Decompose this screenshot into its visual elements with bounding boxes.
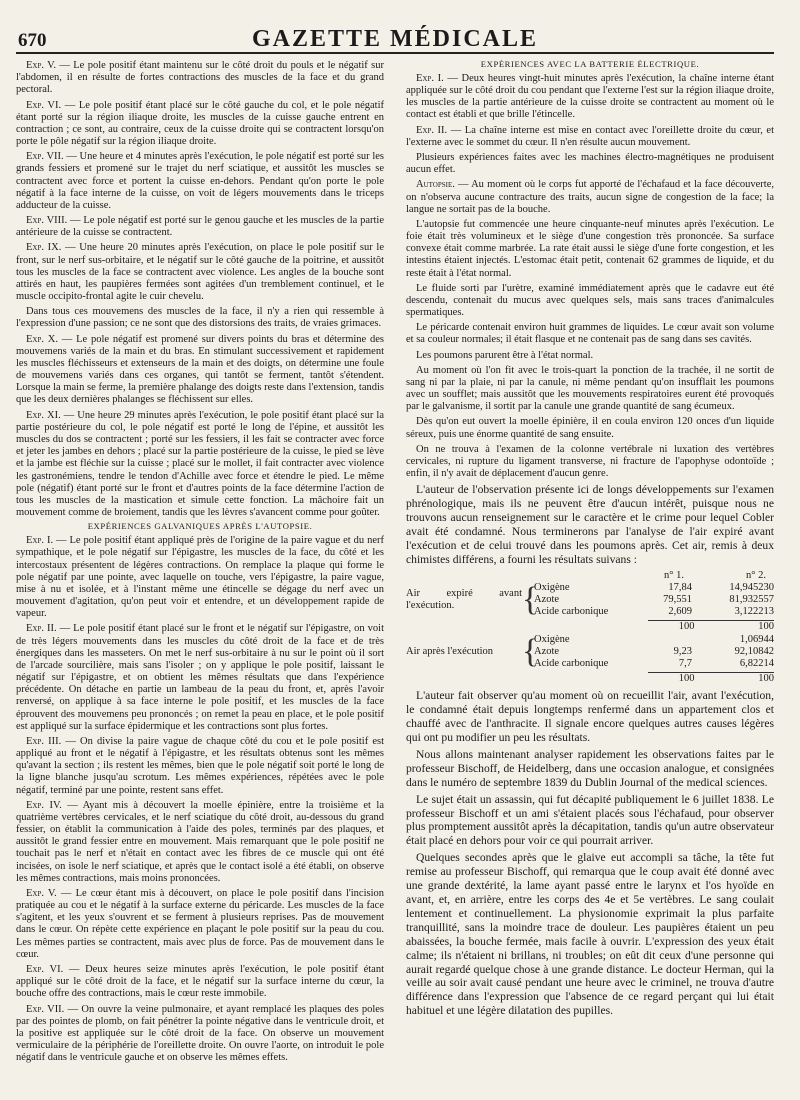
paragraph-text: — Le pole négatif est porté sur le genou gauche et les muscles de la partie antérieure de la cuisse se contractent. <box>16 215 384 239</box>
paragraph <box>16 1004 384 1065</box>
value-n1: 17,84 <box>668 581 692 593</box>
paragraph <box>16 535 384 620</box>
value-n1: 79,551 <box>663 594 692 606</box>
paragraph <box>16 334 384 407</box>
paragraph <box>16 410 384 520</box>
paragraph <box>406 179 774 216</box>
paragraph <box>406 219 774 280</box>
table-total-row <box>406 672 774 685</box>
paragraph-text: — Une heure 29 minutes après l'exécution, le pole positif étant placé sur la partie postérieure du col, le pole négatif est porté le long de l'épine, et aussitôt les muscles du dos se contractent ; porté sur les fessiers, il les fait se contracter avec force et jeter les jambes en dehors ; placé sur la partie postérieure de la cuisse, le pied se lève et la jambe est fléchie sur la cuisse ; placé sur le mollet, il fait contracter avec violence les gastronémiens, tendre le tendon d'Achille avec force et étendre le pied. Le même pole (négatif) étant porté sur le front et d'autres points de la face détermine l'action de tous les muscles de la mastication et simule cette fonction. La mâchoire fait un mouvement comme de broiement, tandis que les lèvres s'avancent comme pour goûter. <box>16 409 384 519</box>
experiment-label: Exp. III. <box>26 735 62 747</box>
gas-name: Azote <box>534 594 560 606</box>
paragraph-text: — Le pole positif étant maintenu sur le côté droit du pouls et le négatif sur l'abdomen, il en résulte de fortes contractions des muscles de la face et du grand pectoral. <box>16 60 384 96</box>
paragraph-text: — La chaîne interne est mise en contact avec l'oreillette droite du cœur, et l'externe avec le sommet du cœur. Il n'en résulte aucun mouvement. <box>406 124 774 148</box>
bischoff-block <box>406 689 774 1018</box>
page-header <box>16 16 774 54</box>
brace-glyph: { <box>522 632 539 670</box>
paragraph <box>406 365 774 414</box>
table-row <box>534 606 774 618</box>
paragraph <box>16 242 384 303</box>
paragraph-text: Dans tous ces mouvemens des muscles de la face, il n'y a rien qui ressemble à l'expression d'une passion; ce ne sont que des distorsions des traits, de vraies grimaces. <box>16 306 384 330</box>
experiment-label: Exp. VI. <box>26 99 62 111</box>
paragraph-text: Le péricarde contenait environ huit grammes de liquides. Le cœur avait son volume et sa couleur normales; il était flasque et ne contenait pas de sang dans ses cavités. <box>406 322 774 346</box>
experiment-label: Exp. II. <box>26 623 57 635</box>
paragraph <box>16 888 384 961</box>
commentary-block <box>406 483 774 566</box>
experiment-label: Exp. II. <box>416 124 448 136</box>
experiment-label: Autopsie. <box>416 179 455 191</box>
paragraph: Quelques secondes après que le glaive eut accompli sa tâche, la tête fut remise au professeur Bischoff, qui remarqua que le coup avait été donné avec une grande dextérité, la lame ayant passé entre le larynx et l'os hyoïde en avant, et, en arrière, entre les corps des 4e et 5e vertèbres. Le sang coulait lentement et continuellement. La physionomie exprimait la plus parfaite tranquillité, sans la moindre trace de douleur. Les paupières étaient un peu abaissées, la bouche fermée, mais facile à ouvrir. L'expression des yeux était calme; ils n'étaient ni brillans, ni troubles; on eût dit ceux d'une personne qui aurait regardé quelque chose à une grande distance. Le docteur Herman, qui la veille au soir avait causé pendant une heure avec le criminel, ne trouva d'autre différence dans l'expression que l'absence de ce regard perçant qui lui était habituel et une légère dilatation des pupilles. <box>406 851 774 1018</box>
table-column-header: n° 2. <box>746 569 766 581</box>
gas-name: Azote <box>534 645 560 657</box>
total-n2: 100 <box>695 620 774 633</box>
experiment-label: Exp. VIII. <box>26 215 68 227</box>
gas-name: Oxigène <box>534 581 570 593</box>
gas-name: Acide carbonique <box>534 657 609 669</box>
paragraph: L'auteur de l'observation présente ici de longs développements sur l'examen phrénologique, mais ils ne peuvent être d'aucun intérêt, puisque nous ne trouvons aucun renseignement sur le caractère et le crime pour lequel Cobler avait été condamné. Nous terminerons par l'analyse de l'air expiré avant l'exécution et de celui trouvé dans les poumons après. Cet air, remis à deux chimistes différens, a fourni les résultats suivans : <box>406 483 774 566</box>
value-n2: 1,06944 <box>739 633 774 645</box>
page-number: 670 <box>18 30 47 51</box>
brace-glyph: { <box>522 580 539 618</box>
table-rows <box>534 634 774 671</box>
left-column <box>16 60 384 1100</box>
experiment-label: Exp. I. <box>26 535 54 547</box>
journal-title: GAZETTE MÉDICALE <box>251 26 539 52</box>
paragraph-text: — Le pole positif étant placé sur le côté gauche du col, et le pole négatif étant porté sur la région iliaque droite, les muscles de la cuisse gauche entrent en contraction ; ce sont, au contraire, ceux de la cuisse droite qui se contractent lorsqu'on porte le pôle négatif sur la région iliaque droite. <box>16 99 384 148</box>
paragraph <box>406 125 774 149</box>
paragraph <box>406 152 774 176</box>
paragraph-text: — Au moment où le corps fut apporté de l'échafaud et la face découverte, on n'observa aucune contracture des traits, aucun signe de congestion de la face; la langue ne sortait pas de la bouche. <box>406 179 774 215</box>
paragraph-text: Les poumons parurent être à l'état normal. <box>416 349 594 361</box>
paragraph <box>16 215 384 239</box>
paragraph: L'auteur fait observer qu'au moment où on recueillit l'air, avant l'exécution, le condamné était depuis longtemps renfermé dans un appartement clos et chauffé avec de l'anthracite. Il signale encore quelques autres causes légères qui ont pu modifier un peu les résultats. <box>406 689 774 744</box>
table-group <box>406 634 774 671</box>
paragraph: Le sujet était un assassin, qui fut décapité publiquement le 6 juillet 1838. Le professeur Bischoff et un ami s'étaient placés sous l'échafaud, pour observer plus promptement aussitôt après la décapitation, tandis qu'un autre observateur était placé en dehors pour voir ce qui pourrait arriver. <box>406 792 774 848</box>
paragraph-text: — Ayant mis à découvert la moelle épinière, entre la troisième et la quatrième vertèbres cervicales, et le nerf sciatique du côté droit, au-dessous du grand fessier, on établit la communication à l'aide des poles, terminés par des plaques, et aussitôt le grand fessier entre en mouvement. Mais remarquant que le pole positif ne touchait pas le nerf et n'était en contact avec les fibres de ce muscle qui ont été incisées, on isole le nerf sciatique, et après que le contact isolé a été établi, on observe les mêmes contractions, mais moins prononcées. <box>16 799 384 884</box>
table-group-label: Air expiré avant l'exécution. <box>406 587 522 612</box>
paragraph-text: — Le pole positif étant placé sur le front et le négatif sur l'épigastre, on voit de très légers mouvements dans les muscles du côté droit de la face et de très énergiques dans les masseters. On met le nerf sus-orbitaire à nu sur le point où il sort de l'arcade sourcilière, mais sans l'isoler ; on y applique le pole positif, laissant le négatif sur l'épigastre, et on obtient les mêmes résultats que dans l'expérience précédente. On détache en partie un lambeau de la peau du front, et, après l'avoir renversé, on applique à sa face interne le pole positif, et les muscles de la face éprouvent des mouvemens peu prononcés ; on remet la peau en place, et le pole positif est appliqué sur la surface épidermique et les contractions sont plus fortes. <box>16 623 384 732</box>
section-heading: EXPÉRIENCES AVEC LA BATTERIE ÉLECTRIQUE. <box>480 60 700 69</box>
paragraph <box>406 416 774 440</box>
value-n2: 92,10842 <box>734 645 774 657</box>
paragraph <box>16 306 384 330</box>
paragraph <box>16 800 384 885</box>
air-analysis-table <box>406 570 774 686</box>
paragraph <box>16 60 384 97</box>
experiment-label: Exp. IV. <box>26 799 62 811</box>
gas-name: Oxigène <box>534 633 570 645</box>
paragraph: Nous allons maintenant analyser rapidement les observations faites par le professeur Bischoff, de Heidelberg, dans une occasion analogue, et consignées dans le numéro de septembre 1839 du Dublin Journal of the medical sciences. <box>406 747 774 789</box>
value-n2: 14,945230 <box>729 581 774 593</box>
paragraph-text: — On divise la paire vague de chaque côté du cou et le pole positif est appliqué au front et le négatif à l'épigastre, et les résultats obtenus sont les mêmes qu'avant la section ; ils restent les mêmes, bien que le pole négatif soit porté le long de la ligne blanche jusqu'au scrotum. Les mêmes expériences, répétées avec le pole négatif, terminé par une pointe, restent sans effet. <box>16 735 384 796</box>
table-row <box>534 634 774 646</box>
table-rows <box>534 582 774 619</box>
paragraph <box>406 283 774 320</box>
value-n2: 3,122213 <box>734 606 774 618</box>
paragraph-text: Plusieurs expériences faites avec les machines électro-magnétiques ne produisent aucun effet. <box>406 152 774 176</box>
right-column <box>406 60 774 1100</box>
paragraph-text: — Le pole positif étant appliqué près de l'origine de la paire vague et du nerf sympathique, et le pole négatif sur l'épigastre, les muscles de la face, du côté et les intercostaux présentent de légères contractions. On remplace la plaque qui forme le pole négatif par une pointe, avec laquelle on touche, vers l'épigastre, la paire vague, mise à nu et isolée, et à l'instant même une étincelle se dégage du nerf avec un mouvement d'agitation, qu'on peut voir et entendre, et un développement rapide de vapeur. <box>16 535 384 620</box>
table-row <box>534 658 774 670</box>
experiment-label: Exp. I. <box>416 72 444 84</box>
table-row <box>534 582 774 594</box>
experiment-label: Exp. V. <box>26 60 57 71</box>
table-column-header: n° 1. <box>664 569 684 581</box>
paragraph <box>16 623 384 733</box>
value-n1 <box>644 634 692 646</box>
paragraph-text: — Une heure 20 minutes après l'exécution, on place le pole positif sur le front, sur le nerf sus-orbitaire, et le négatif sur le côté gauche de la poitrine, et aussitôt tous les muscles de la face se contractent avec violence. Les angles de la bouche sont attirés en haut, les paupières fermées sont agitées d'un tremblement continuel, et le muscle occipito-frontal agite le cuir chevelu. <box>16 242 384 303</box>
table-group <box>406 582 774 619</box>
paragraph-text: — Deux heures vingt-huit minutes après l'exécution, la chaîne interne étant appliquée sur le côté droit du cou pendant que l'externe l'est sur la région iliaque droite, les muscles de la partie antérieure de la cuisse droite se contractent au moment où le contact est établi et que brille l'étincelle. <box>406 72 774 121</box>
paragraph-text: Le fluide sorti par l'urètre, examiné immédiatement après que le cadavre eut été descendu, contenait du mucus avec quelques sels, mais sans traces d'animalcules spermatiques. <box>406 282 774 319</box>
paragraph-text: Au moment où l'on fit avec le trois-quart la ponction de la trachée, il ne sortit de sang ni par la plaie, ni par la canule, ni même pendant qu'on insufflait les poumons avec un soufflet; mais aussitôt que les mouvements respiratoires eurent été provoqués par le galvanisme, il sortit par la canule une grande quantité de sang écumeux. <box>406 364 774 413</box>
total-n1: 100 <box>648 620 695 633</box>
value-n2: 6,82214 <box>739 657 774 669</box>
paragraph-text: — Le cœur étant mis à découvert, on place le pole positif dans l'incision pratiquée au cou et le négatif à la surface externe du péricarde. Les muscles de la face s'agitent, et les yeux s'ouvrent et se ferment à plusieurs reprises. Pas de mouvement dans le cœur. On répète cette expérience en plaçant le pole positif sur la peau du cou. Les mêmes parties se contractent, mais avec plus de force. Pas de mouvement dans le cœur. <box>16 887 384 960</box>
paragraph-text: On ne trouva à l'examen de la colonne vertébrale ni luxation des vertèbres cervicales, ni rupture du ligament transverse, ni fracture de l'apophyse odontoïde ; enfin, il n'y avait de déplacement d'aucun genre. <box>406 443 774 480</box>
paragraph <box>406 73 774 122</box>
total-n2: 100 <box>695 672 774 685</box>
experiment-label: Exp. X. <box>26 333 58 345</box>
value-n1: 7,7 <box>678 657 692 669</box>
experiment-label: Exp. IX. <box>26 242 62 254</box>
table-header-row <box>406 570 774 582</box>
paragraph <box>16 151 384 212</box>
table-row <box>534 646 774 658</box>
paragraph-text: — Deux heures seize minutes après l'exécution, le pole positif étant appliqué sur le côté droit de la face, et le négatif sur la surface interne du cœur, la bouche offre des contractions, mais le cœur reste immobile. <box>16 964 384 1000</box>
gas-name: Acide carbonique <box>534 606 609 618</box>
experiment-label: Exp. VII. <box>26 151 64 163</box>
experiment-label: Exp. VI. <box>26 964 64 975</box>
paragraph <box>16 100 384 149</box>
paragraph-text: — Le pole négatif est promené sur divers points du bras et détermine des mouvemens variés de la main et du bras. En stimulant successivement et rapidement les muscles fléchisseurs et extenseurs de la main et des doigts, on détermine une foule de mouvemens variés dans ces organes, qui tantôt se ferment, tantôt s'étendent. Lorsque la main se ferme, la première phalange des doigts reste dans l'extension, tandis que les deux dernières phalanges se fléchissent sur elles. <box>16 333 384 406</box>
section-heading: EXPÉRIENCES GALVANIQUES APRÈS L'AUTOPSIE. <box>87 521 313 532</box>
experiment-label: Exp. V. <box>26 887 57 899</box>
experiment-label: Exp. VII. <box>26 1003 65 1015</box>
paragraph <box>406 322 774 346</box>
paragraph <box>406 350 774 362</box>
table-group-label: Air après l'exécution <box>406 645 494 657</box>
paragraph <box>16 736 384 797</box>
paragraph-text: L'autopsie fut commencée une heure cinquante-neuf minutes après l'exécution. Le foie était très volumineux et le siège d'une congestion très prononcée. Sa surface convexe était comme marbrée. La rate était aussi le siège d'une forte congestion, et les intestins étaient injectés. L'estomac était petit, contenait 62 grammes de liquide, et du reste était à l'état normal. <box>406 218 774 279</box>
value-n1: 2,609 <box>668 606 692 618</box>
table-row <box>534 594 774 606</box>
columns <box>16 60 774 1100</box>
paragraph-text: Dès qu'on eut ouvert la moelle épinière, il en coula environ 120 onces d'un liquide séreux, puis une énorme quantité de sang ensuite. <box>406 416 774 440</box>
paragraph <box>406 444 774 481</box>
total-n1: 100 <box>648 672 695 685</box>
value-n2: 81,932557 <box>729 594 774 606</box>
paragraph <box>16 964 384 1001</box>
paragraph-text: — Une heure et 4 minutes après l'exécution, le pole négatif est porté sur les grands fessiers et promené sur le trajet du nerf sciatique, et aussitôt les muscles se contractent avec force et portent la cuisse en-dehors. Pendant qu'on porte le pole négatif à la face interne de la cuisse, on voit de légers mouvements dans le triceps adducteur de la cuisse. <box>16 151 384 211</box>
table-total-row <box>406 620 774 633</box>
value-n1: 9,23 <box>673 645 692 657</box>
paragraph-text: — On ouvre la veine pulmonaire, et ayant remplacé les plaques des poles par des pointes de plomb, on fait pénétrer la pointe négative dans le ventricule droit, et la positive est appliquée sur le côté droit de la face. On observe un mouvement vermiculaire de la périphérie de l'oreillette droite. On ouvre l'aorte, on introduit le pole négatif dans le ventricule gauche et on observe les mêmes effets. <box>16 1003 384 1064</box>
experiment-label: Exp. XI. <box>26 409 61 421</box>
